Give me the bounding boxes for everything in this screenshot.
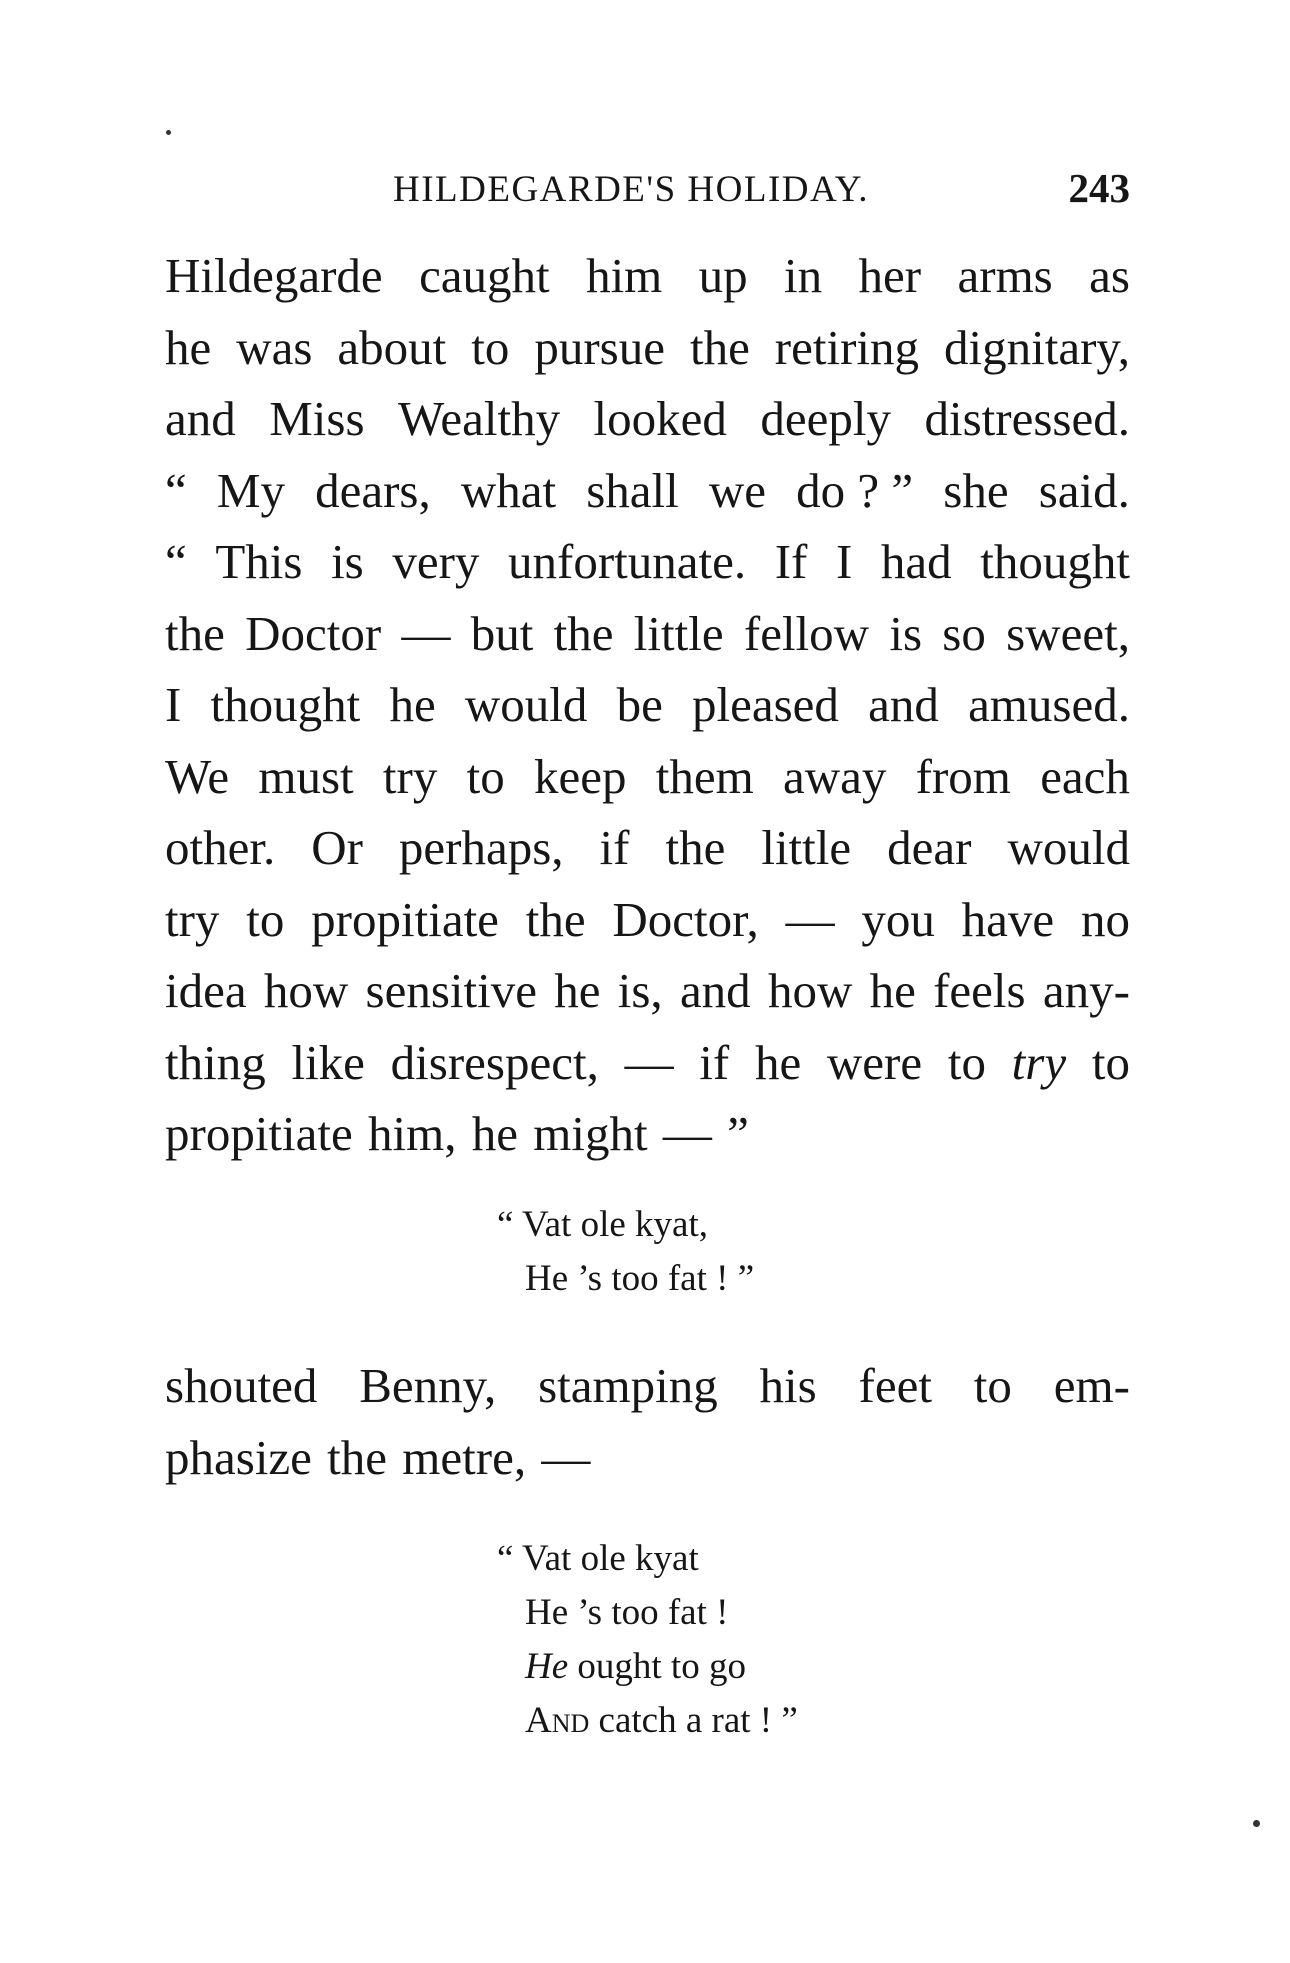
- word: about: [337, 319, 447, 375]
- text-line: [165, 312, 1130, 384]
- word: thing: [165, 1034, 266, 1090]
- word: the: [689, 319, 750, 375]
- word: she: [943, 462, 1009, 518]
- word: is: [889, 605, 923, 661]
- word: “: [165, 462, 187, 518]
- small-caps-word: And: [525, 1700, 590, 1741]
- word: like: [291, 1034, 365, 1090]
- verse-line: “ Vat ole kyat,: [497, 1204, 708, 1245]
- word: and: [679, 963, 751, 1018]
- word: he: [165, 319, 212, 375]
- word: and: [868, 677, 939, 732]
- paragraph-2: [165, 1350, 1130, 1493]
- word: to: [973, 1358, 1012, 1413]
- word: each: [1040, 748, 1130, 804]
- word: dignitary,: [944, 319, 1130, 375]
- word: he: [389, 677, 436, 732]
- word: propitiate: [311, 891, 499, 947]
- word: Wealthy: [398, 391, 561, 446]
- text-line: [165, 884, 1130, 956]
- word: so: [942, 605, 986, 661]
- word: Or: [311, 820, 363, 875]
- word: is: [331, 534, 364, 589]
- print-speck: [166, 130, 171, 135]
- word: he: [869, 963, 916, 1018]
- word: him: [586, 248, 663, 303]
- verse-text: ought to go: [568, 1646, 746, 1687]
- word: was: [236, 319, 313, 375]
- word: the: [165, 605, 225, 661]
- word: to: [471, 319, 510, 375]
- word: We: [165, 748, 230, 804]
- page-number: 243: [1068, 165, 1130, 211]
- verse-line: He ’s too fat !: [525, 1592, 729, 1633]
- word: pleased: [692, 677, 839, 732]
- text-line: [165, 669, 1130, 741]
- word: to: [1091, 1034, 1130, 1090]
- word: My: [216, 462, 285, 518]
- text-line: [165, 598, 1130, 670]
- word: we: [708, 462, 767, 518]
- page-header: [165, 165, 1130, 228]
- word: “: [165, 534, 187, 589]
- word: what: [460, 462, 557, 518]
- word: the: [553, 605, 614, 661]
- word: no: [1080, 891, 1130, 947]
- text-line: [165, 526, 1130, 598]
- word: to: [246, 891, 285, 947]
- text-line: [165, 240, 1130, 312]
- word: must: [258, 748, 354, 804]
- word: pursue: [534, 319, 665, 375]
- word: if: [699, 1034, 730, 1090]
- word: looked: [593, 391, 727, 446]
- verse-line: [497, 1640, 798, 1694]
- word: thought: [980, 534, 1130, 589]
- word: how: [263, 963, 349, 1018]
- word: —: [401, 605, 451, 661]
- word: any-: [1042, 963, 1130, 1018]
- emphasis-word: try: [1011, 1034, 1067, 1090]
- word: do ? ”: [796, 462, 914, 518]
- word: would: [464, 677, 588, 732]
- word: you: [861, 891, 935, 947]
- word: distressed.: [924, 391, 1130, 446]
- word: arms: [957, 248, 1053, 303]
- word: unfortunate.: [508, 534, 747, 589]
- word: stamping: [538, 1358, 718, 1413]
- word: idea: [165, 963, 247, 1018]
- text-line: [165, 741, 1130, 813]
- word: try: [382, 748, 438, 804]
- word: Doctor,: [612, 891, 759, 947]
- word: I: [165, 677, 182, 732]
- word: sweet,: [1006, 605, 1130, 661]
- word: If: [774, 534, 808, 589]
- word: in: [784, 248, 823, 303]
- word: and: [165, 391, 236, 446]
- word: had: [880, 534, 952, 589]
- word: he: [754, 1034, 802, 1090]
- word: be: [616, 677, 663, 732]
- word: her: [858, 248, 922, 303]
- word: dear: [887, 820, 972, 875]
- word: Hildegarde: [165, 248, 383, 303]
- word: This: [215, 534, 303, 589]
- word: shouted: [165, 1358, 318, 1413]
- word: feels: [933, 963, 1026, 1018]
- verse-line: “ Vat ole kyat: [497, 1538, 699, 1579]
- word: said.: [1038, 462, 1130, 518]
- word: —: [624, 1034, 674, 1090]
- text-line: [165, 455, 1130, 527]
- word: little: [761, 820, 852, 875]
- text-line: [165, 812, 1130, 884]
- verse-text: catch a rat ! ”: [589, 1700, 798, 1741]
- text-line: [165, 1027, 1130, 1099]
- text-line: [165, 383, 1130, 455]
- word: retiring: [774, 319, 920, 375]
- word: sensitive: [365, 963, 537, 1018]
- text-line-last: propitiate him, he might — ”: [165, 1106, 749, 1161]
- running-title: HILDEGARDE'S HOLIDAY.: [393, 169, 870, 210]
- word: would: [1007, 820, 1130, 875]
- word: from: [915, 748, 1011, 804]
- word: perhaps,: [398, 820, 564, 875]
- word: other.: [165, 820, 276, 875]
- word: to: [466, 748, 505, 804]
- word: were: [826, 1034, 923, 1090]
- verse-line: He ’s too fat ! ”: [525, 1258, 755, 1299]
- word: very: [392, 534, 480, 589]
- word: feet: [858, 1358, 932, 1413]
- word: the: [525, 891, 586, 947]
- word: fellow: [743, 605, 870, 661]
- print-speck: [1253, 1820, 1260, 1827]
- verse-line: [497, 1694, 798, 1748]
- word: keep: [534, 748, 627, 804]
- word: dears,: [315, 462, 431, 518]
- word: try: [165, 891, 220, 947]
- emphasis-word: He: [525, 1646, 569, 1687]
- word: deeply: [760, 391, 892, 446]
- word: if: [599, 820, 630, 875]
- word: Doctor: [245, 605, 382, 661]
- word: thought: [210, 677, 361, 732]
- word: em-: [1053, 1358, 1130, 1413]
- paragraph-1: [165, 240, 1130, 1170]
- word: up: [698, 248, 748, 303]
- word: to: [947, 1034, 986, 1090]
- word: Benny,: [359, 1358, 497, 1413]
- word: is,: [617, 963, 663, 1018]
- word: I: [835, 534, 853, 589]
- word: Miss: [269, 391, 365, 446]
- verse-2: [497, 1532, 798, 1748]
- word: as: [1089, 248, 1130, 303]
- word: them: [655, 748, 754, 804]
- word: have: [961, 891, 1055, 947]
- word: the: [665, 820, 726, 875]
- word: how: [767, 963, 853, 1018]
- word: away: [783, 748, 887, 804]
- word: little: [633, 605, 724, 661]
- word: disrespect,: [390, 1034, 599, 1090]
- verse-1: [497, 1198, 754, 1306]
- text-line: [165, 1350, 1130, 1422]
- word: his: [759, 1358, 817, 1413]
- word: he: [554, 963, 601, 1018]
- word: shall: [586, 462, 679, 518]
- word: amused.: [968, 677, 1130, 732]
- word: caught: [419, 248, 550, 303]
- word: —: [785, 891, 835, 947]
- word: but: [470, 605, 534, 661]
- text-line-last: phasize the metre, —: [165, 1429, 591, 1485]
- text-line: [165, 955, 1130, 1027]
